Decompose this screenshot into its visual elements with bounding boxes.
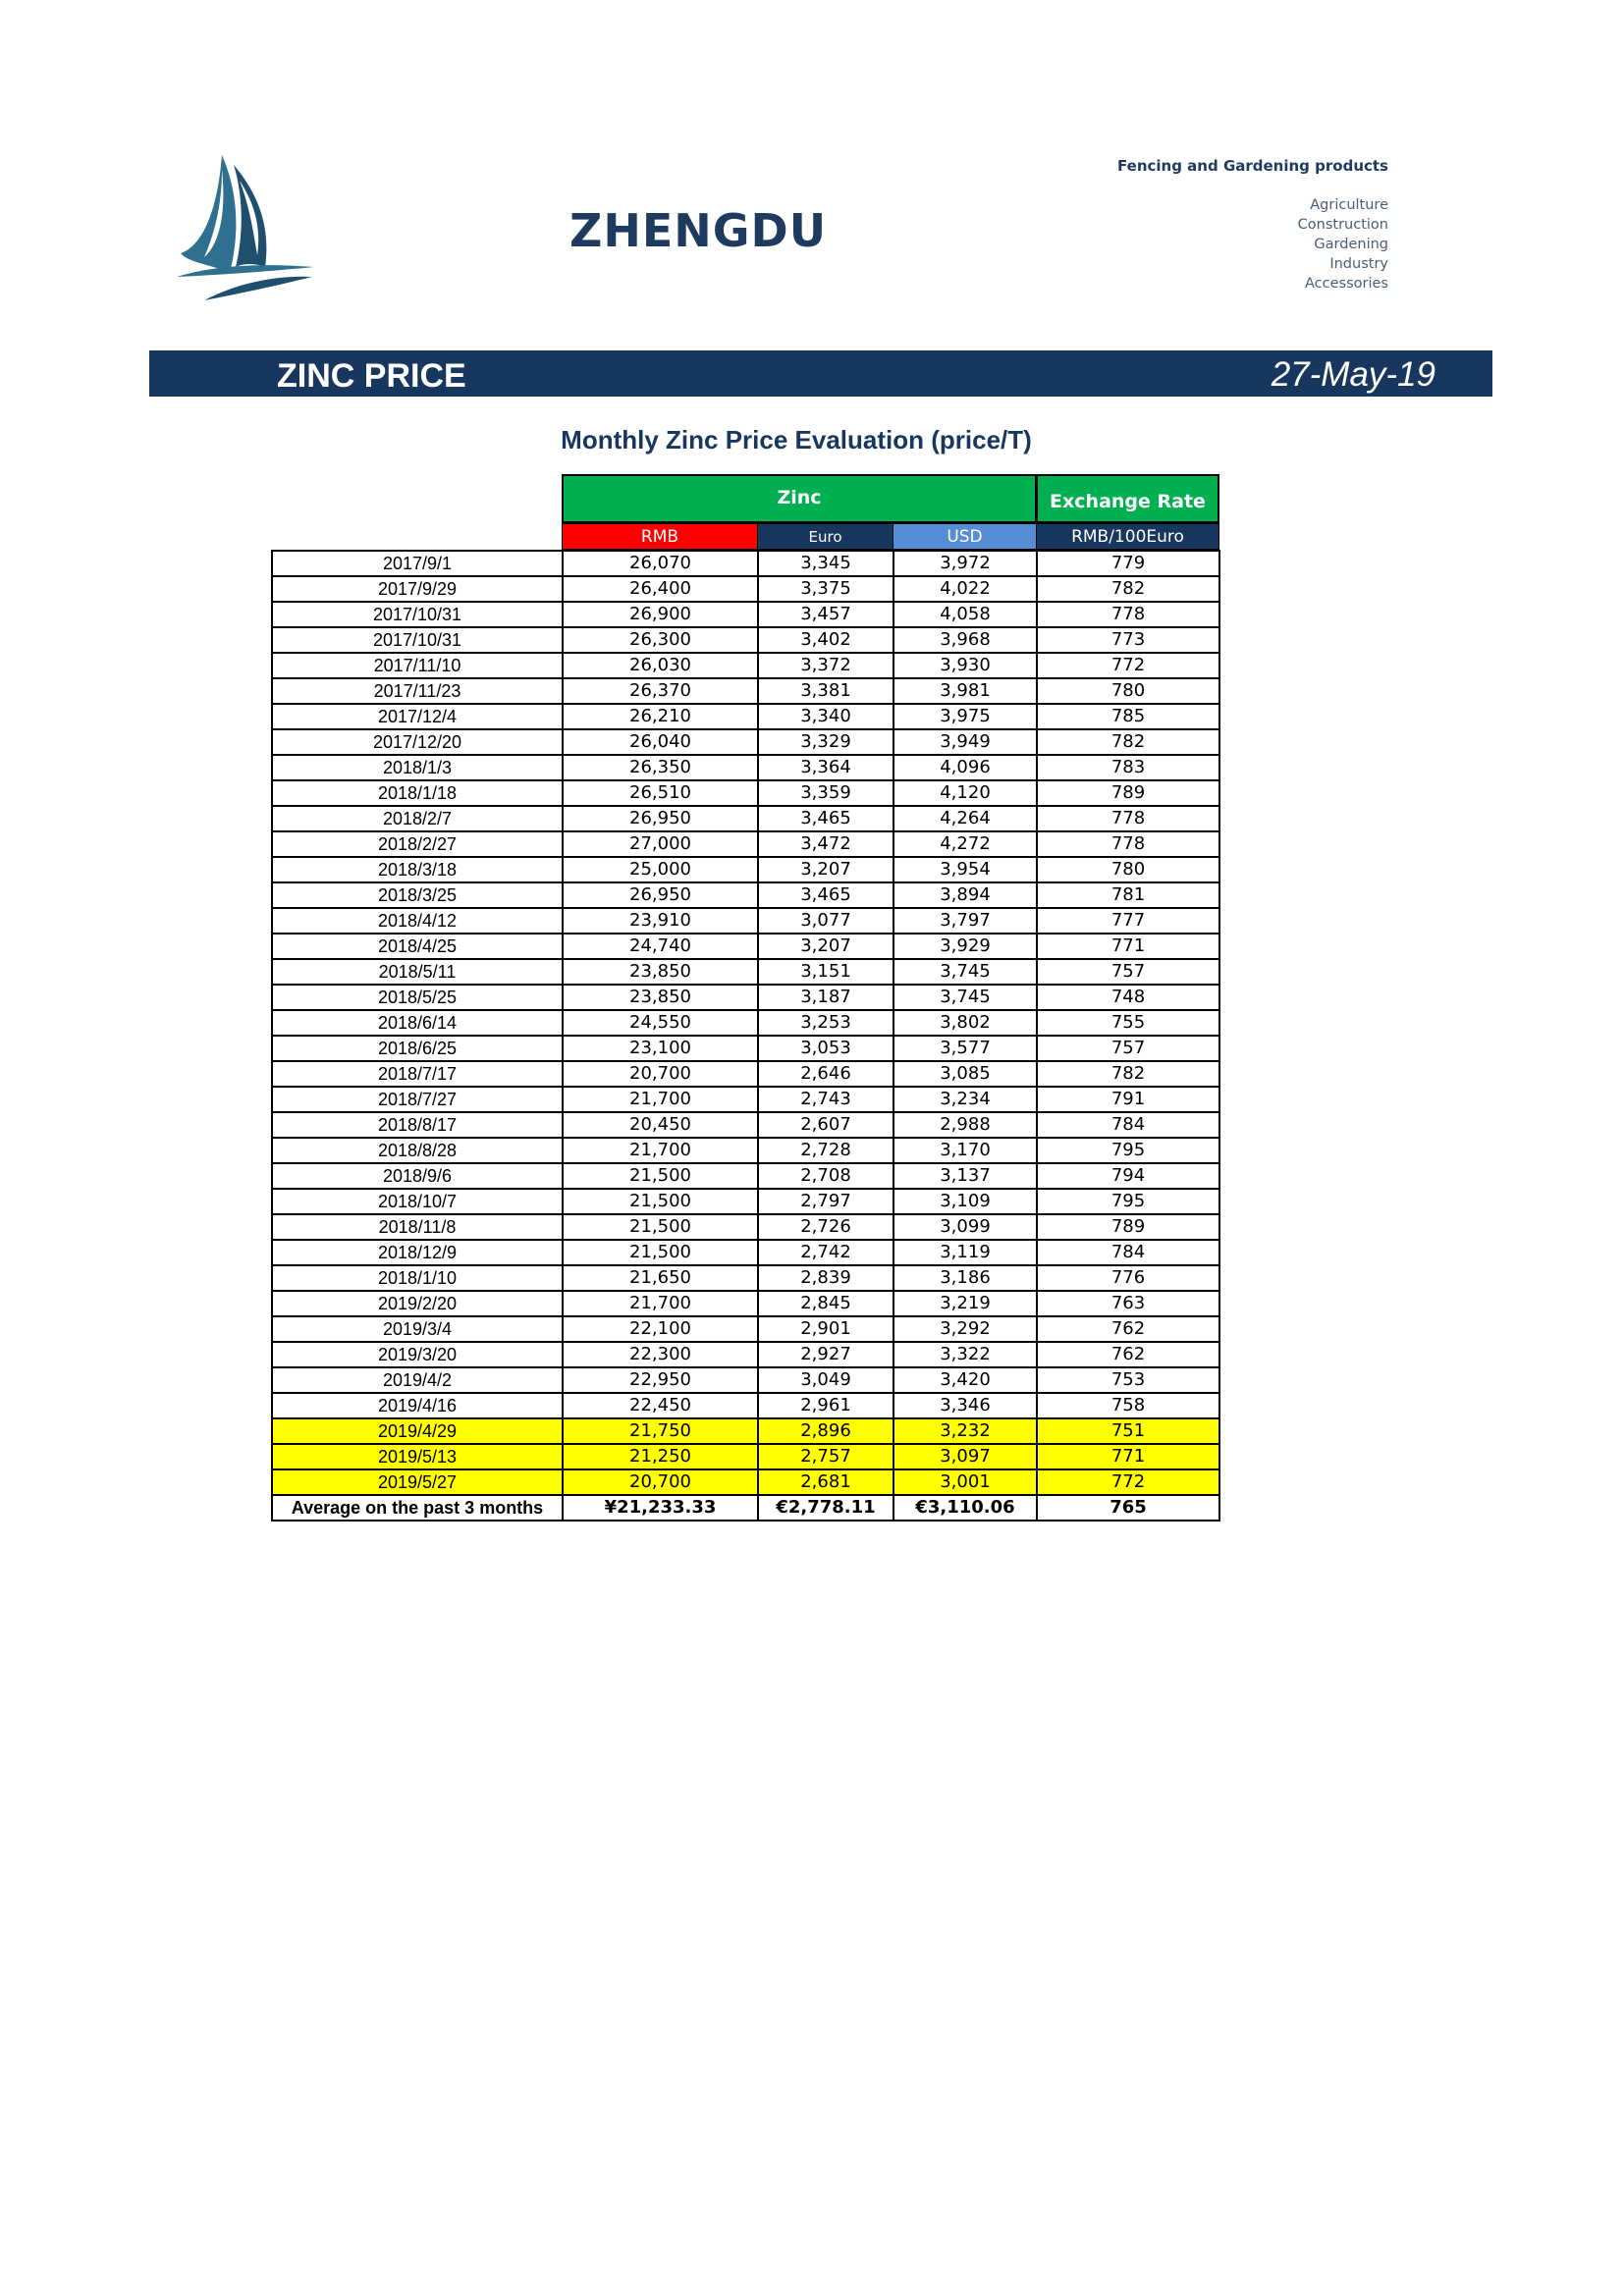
rmb-cell: 21,700 <box>563 1087 758 1112</box>
table-row <box>272 857 1219 882</box>
euro-cell: 2,896 <box>758 1418 893 1444</box>
rate-cell: 762 <box>1037 1342 1219 1367</box>
rmb-cell: 25,000 <box>563 857 758 882</box>
date-cell: 2018/1/3 <box>272 755 563 780</box>
usd-cell: 3,322 <box>893 1342 1037 1367</box>
date-cell: 2018/7/17 <box>272 1061 563 1087</box>
table-row <box>272 1036 1219 1061</box>
usd-cell: 3,954 <box>893 857 1037 882</box>
rmb-cell: 24,550 <box>563 1010 758 1036</box>
euro-cell: 3,381 <box>758 678 893 704</box>
date-cell: 2018/9/6 <box>272 1163 563 1189</box>
table-row <box>272 704 1219 729</box>
rate-cell: 751 <box>1037 1418 1219 1444</box>
average-rate-cell: 765 <box>1037 1495 1219 1521</box>
euro-cell: 3,077 <box>758 908 893 934</box>
usd-cell: 3,968 <box>893 627 1037 653</box>
date-cell: 2018/8/28 <box>272 1138 563 1163</box>
rate-cell: 784 <box>1037 1112 1219 1138</box>
zinc-price-table <box>271 550 1220 1522</box>
table-row <box>272 780 1219 806</box>
rmb-cell: 26,030 <box>563 653 758 678</box>
rate-cell: 795 <box>1037 1138 1219 1163</box>
usd-cell: 3,929 <box>893 934 1037 959</box>
usd-cell: 3,085 <box>893 1061 1037 1087</box>
usd-cell: 3,219 <box>893 1291 1037 1316</box>
usd-cell: 3,170 <box>893 1138 1037 1163</box>
rate-cell: 791 <box>1037 1087 1219 1112</box>
euro-cell: 2,742 <box>758 1240 893 1265</box>
category-item: Gardening <box>1314 237 1388 252</box>
euro-cell: 3,472 <box>758 831 893 857</box>
rate-cell: 780 <box>1037 857 1219 882</box>
table-row <box>272 602 1219 627</box>
rate-cell: 777 <box>1037 908 1219 934</box>
usd-cell: 4,022 <box>893 576 1037 602</box>
date-cell: 2019/4/2 <box>272 1367 563 1393</box>
euro-cell: 3,151 <box>758 959 893 985</box>
date-cell: 2018/4/25 <box>272 934 563 959</box>
euro-cell: 2,726 <box>758 1214 893 1240</box>
euro-cell: 2,681 <box>758 1469 893 1495</box>
table-row <box>272 627 1219 653</box>
rmb-cell: 26,900 <box>563 602 758 627</box>
rmb-cell: 20,700 <box>563 1061 758 1087</box>
table-row <box>272 985 1219 1010</box>
usd-cell: 3,099 <box>893 1214 1037 1240</box>
usd-cell: 3,109 <box>893 1189 1037 1214</box>
rate-cell: 757 <box>1037 959 1219 985</box>
euro-cell: 3,372 <box>758 653 893 678</box>
usd-cell: 3,292 <box>893 1316 1037 1342</box>
table-row <box>272 908 1219 934</box>
usd-cell: 3,894 <box>893 882 1037 908</box>
rmb-cell: 21,250 <box>563 1444 758 1469</box>
euro-cell: 2,728 <box>758 1138 893 1163</box>
euro-cell: 2,708 <box>758 1163 893 1189</box>
rmb-cell: 21,500 <box>563 1214 758 1240</box>
usd-cell: 3,802 <box>893 1010 1037 1036</box>
usd-cell: 3,949 <box>893 729 1037 755</box>
date-cell: 2019/5/27 <box>272 1469 563 1495</box>
euro-cell: 2,607 <box>758 1112 893 1138</box>
rate-cell: 789 <box>1037 1214 1219 1240</box>
usd-cell: 2,988 <box>893 1112 1037 1138</box>
usd-cell: 4,272 <box>893 831 1037 857</box>
average-rmb-cell: ¥21,233.33 <box>563 1495 758 1521</box>
rmb-cell: 24,740 <box>563 934 758 959</box>
rmb-cell: 20,700 <box>563 1469 758 1495</box>
rmb-cell: 27,000 <box>563 831 758 857</box>
table-title-text: Monthly Zinc Price Evaluation (price/T) <box>561 425 1032 454</box>
category-item: Agriculture <box>1310 197 1388 213</box>
rate-cell: 776 <box>1037 1265 1219 1291</box>
usd-cell: 3,097 <box>893 1444 1037 1469</box>
rate-cell: 771 <box>1037 1444 1219 1469</box>
usd-cell: 3,119 <box>893 1240 1037 1265</box>
usd-cell: 3,137 <box>893 1163 1037 1189</box>
date-cell: 2019/4/16 <box>272 1393 563 1418</box>
table-row <box>272 1316 1219 1342</box>
rate-cell: 789 <box>1037 780 1219 806</box>
rmb-cell: 22,450 <box>563 1393 758 1418</box>
usd-cell: 3,186 <box>893 1265 1037 1291</box>
euro-cell: 3,207 <box>758 934 893 959</box>
rate-cell: 779 <box>1037 551 1219 576</box>
euro-cell: 3,049 <box>758 1367 893 1393</box>
brand-name: ZHENGDU <box>569 204 828 257</box>
date-cell: 2019/3/20 <box>272 1342 563 1367</box>
usd-cell: 3,930 <box>893 653 1037 678</box>
date-cell: 2018/1/18 <box>272 780 563 806</box>
rate-cell: 757 <box>1037 1036 1219 1061</box>
euro-cell: 3,457 <box>758 602 893 627</box>
euro-cell: 3,345 <box>758 551 893 576</box>
euro-cell: 2,901 <box>758 1316 893 1342</box>
date-cell: 2018/5/25 <box>272 985 563 1010</box>
rate-cell: 758 <box>1037 1393 1219 1418</box>
table-row <box>272 1469 1219 1495</box>
banner-date: 27-May-19 <box>1271 355 1435 394</box>
date-cell: 2018/10/7 <box>272 1189 563 1214</box>
average-label-cell: Average on the past 3 months <box>272 1495 563 1521</box>
category-item: Accessories <box>1305 276 1388 292</box>
date-cell: 2017/12/4 <box>272 704 563 729</box>
exchange-rate-group-header: Exchange Rate <box>1036 474 1219 523</box>
rate-cell: 782 <box>1037 729 1219 755</box>
rmb-cell: 23,100 <box>563 1036 758 1061</box>
date-cell: 2018/6/25 <box>272 1036 563 1061</box>
table-row <box>272 1138 1219 1163</box>
euro-cell: 3,375 <box>758 576 893 602</box>
rmb-cell: 26,400 <box>563 576 758 602</box>
euro-cell: 3,402 <box>758 627 893 653</box>
rmb-cell: 26,070 <box>563 551 758 576</box>
category-list <box>1298 195 1388 294</box>
rmb-cell: 22,300 <box>563 1342 758 1367</box>
usd-cell: 3,745 <box>893 959 1037 985</box>
usd-cell: 3,981 <box>893 678 1037 704</box>
rate-cell: 778 <box>1037 806 1219 831</box>
table-row <box>272 1418 1219 1444</box>
rmb-cell: 23,850 <box>563 985 758 1010</box>
table-row <box>272 1367 1219 1393</box>
table-row <box>272 934 1219 959</box>
rate-cell: 778 <box>1037 602 1219 627</box>
rate-cell: 781 <box>1037 882 1219 908</box>
date-cell: 2017/11/10 <box>272 653 563 678</box>
date-cell: 2019/4/29 <box>272 1418 563 1444</box>
rate-cell: 755 <box>1037 1010 1219 1036</box>
euro-cell: 3,465 <box>758 806 893 831</box>
euro-cell: 2,961 <box>758 1393 893 1418</box>
date-cell: 2018/4/12 <box>272 908 563 934</box>
table-row <box>272 755 1219 780</box>
rmb-cell: 26,370 <box>563 678 758 704</box>
rmb-cell: 26,210 <box>563 704 758 729</box>
euro-cell: 3,364 <box>758 755 893 780</box>
euro-cell: 2,927 <box>758 1342 893 1367</box>
banner-title: ZINC PRICE <box>277 357 466 395</box>
rate-cell: 773 <box>1037 627 1219 653</box>
date-cell: 2019/3/4 <box>272 1316 563 1342</box>
table-row <box>272 1087 1219 1112</box>
table-row <box>272 1240 1219 1265</box>
rmb-cell: 26,950 <box>563 882 758 908</box>
table-row <box>272 1291 1219 1316</box>
rmb-per-100euro-column-header: RMB/100Euro <box>1036 523 1219 550</box>
usd-cell: 3,577 <box>893 1036 1037 1061</box>
date-cell: 2017/9/1 <box>272 551 563 576</box>
date-cell: 2018/1/10 <box>272 1265 563 1291</box>
table-row <box>272 729 1219 755</box>
usd-cell: 4,058 <box>893 602 1037 627</box>
rmb-cell: 26,350 <box>563 755 758 780</box>
table-row <box>272 1010 1219 1036</box>
euro-cell: 2,743 <box>758 1087 893 1112</box>
table-row <box>272 831 1219 857</box>
rate-cell: 753 <box>1037 1367 1219 1393</box>
rate-cell: 783 <box>1037 755 1219 780</box>
rmb-cell: 21,650 <box>563 1265 758 1291</box>
date-cell: 2017/11/23 <box>272 678 563 704</box>
euro-cell: 3,253 <box>758 1010 893 1036</box>
table-row <box>272 882 1219 908</box>
date-cell: 2018/3/25 <box>272 882 563 908</box>
rate-cell: 794 <box>1037 1163 1219 1189</box>
rmb-cell: 21,500 <box>563 1163 758 1189</box>
euro-cell: 3,465 <box>758 882 893 908</box>
tagline: Fencing and Gardening products <box>1117 157 1388 175</box>
usd-cell: 3,420 <box>893 1367 1037 1393</box>
euro-cell: 3,187 <box>758 985 893 1010</box>
average-row <box>272 1495 1219 1521</box>
date-cell: 2017/10/31 <box>272 627 563 653</box>
average-usd-cell: €3,110.06 <box>893 1495 1037 1521</box>
usd-cell: 4,096 <box>893 755 1037 780</box>
category-item: Industry <box>1329 256 1388 272</box>
usd-cell: 3,745 <box>893 985 1037 1010</box>
usd-cell: 3,234 <box>893 1087 1037 1112</box>
usd-cell: 3,232 <box>893 1418 1037 1444</box>
date-cell: 2019/2/20 <box>272 1291 563 1316</box>
date-cell: 2017/9/29 <box>272 576 563 602</box>
rmb-cell: 20,450 <box>563 1112 758 1138</box>
date-cell: 2018/2/27 <box>272 831 563 857</box>
rmb-cell: 22,950 <box>563 1367 758 1393</box>
date-cell: 2018/11/8 <box>272 1214 563 1240</box>
euro-cell: 2,797 <box>758 1189 893 1214</box>
euro-cell: 3,340 <box>758 704 893 729</box>
table-row <box>272 551 1219 576</box>
rmb-column-header: RMB <box>562 523 758 550</box>
rate-cell: 784 <box>1037 1240 1219 1265</box>
table-row <box>272 1265 1219 1291</box>
rmb-cell: 26,950 <box>563 806 758 831</box>
euro-cell: 2,757 <box>758 1444 893 1469</box>
zinc-group-header: Zinc <box>562 474 1037 523</box>
usd-column-header: USD <box>893 523 1037 550</box>
usd-cell: 3,975 <box>893 704 1037 729</box>
date-cell: 2019/5/13 <box>272 1444 563 1469</box>
rate-cell: 785 <box>1037 704 1219 729</box>
rmb-cell: 21,500 <box>563 1189 758 1214</box>
date-cell: 2018/3/18 <box>272 857 563 882</box>
date-cell: 2017/10/31 <box>272 602 563 627</box>
date-cell: 2018/6/14 <box>272 1010 563 1036</box>
table-row <box>272 1214 1219 1240</box>
euro-cell: 3,207 <box>758 857 893 882</box>
usd-cell: 3,001 <box>893 1469 1037 1495</box>
sailboat-logo-icon <box>175 147 317 309</box>
table-row <box>272 959 1219 985</box>
date-cell: 2018/8/17 <box>272 1112 563 1138</box>
rmb-cell: 23,910 <box>563 908 758 934</box>
usd-cell: 3,797 <box>893 908 1037 934</box>
usd-cell: 4,120 <box>893 780 1037 806</box>
rate-cell: 771 <box>1037 934 1219 959</box>
rate-cell: 772 <box>1037 1469 1219 1495</box>
rate-cell: 748 <box>1037 985 1219 1010</box>
rate-cell: 795 <box>1037 1189 1219 1214</box>
rmb-cell: 21,750 <box>563 1418 758 1444</box>
table-row <box>272 1061 1219 1087</box>
usd-cell: 3,972 <box>893 551 1037 576</box>
table-row <box>272 806 1219 831</box>
average-euro-cell: €2,778.11 <box>758 1495 893 1521</box>
rmb-cell: 22,100 <box>563 1316 758 1342</box>
rmb-cell: 26,300 <box>563 627 758 653</box>
usd-cell: 3,346 <box>893 1393 1037 1418</box>
rate-cell: 762 <box>1037 1316 1219 1342</box>
table-row <box>272 576 1219 602</box>
table-row <box>272 1189 1219 1214</box>
table-row <box>272 1444 1219 1469</box>
table-title <box>0 425 1624 455</box>
table-row <box>272 678 1219 704</box>
rmb-cell: 21,700 <box>563 1291 758 1316</box>
date-cell: 2018/2/7 <box>272 806 563 831</box>
rmb-cell: 21,700 <box>563 1138 758 1163</box>
table-row <box>272 1112 1219 1138</box>
title-banner <box>149 350 1492 397</box>
euro-cell: 3,359 <box>758 780 893 806</box>
date-cell: 2018/12/9 <box>272 1240 563 1265</box>
table-row <box>272 1163 1219 1189</box>
euro-cell: 2,845 <box>758 1291 893 1316</box>
euro-cell: 3,329 <box>758 729 893 755</box>
rate-cell: 763 <box>1037 1291 1219 1316</box>
euro-cell: 2,839 <box>758 1265 893 1291</box>
euro-cell: 2,646 <box>758 1061 893 1087</box>
rate-cell: 780 <box>1037 678 1219 704</box>
rmb-cell: 23,850 <box>563 959 758 985</box>
rmb-cell: 26,510 <box>563 780 758 806</box>
rate-cell: 772 <box>1037 653 1219 678</box>
usd-cell: 4,264 <box>893 806 1037 831</box>
euro-cell: 3,053 <box>758 1036 893 1061</box>
date-cell: 2018/7/27 <box>272 1087 563 1112</box>
rate-cell: 782 <box>1037 576 1219 602</box>
category-item: Construction <box>1297 217 1388 233</box>
rate-cell: 782 <box>1037 1061 1219 1087</box>
table-row <box>272 1342 1219 1367</box>
rmb-cell: 21,500 <box>563 1240 758 1265</box>
euro-column-header: Euro <box>757 523 893 550</box>
table-row <box>272 653 1219 678</box>
rate-cell: 778 <box>1037 831 1219 857</box>
table-row <box>272 1393 1219 1418</box>
date-cell: 2018/5/11 <box>272 959 563 985</box>
rmb-cell: 26,040 <box>563 729 758 755</box>
date-cell: 2017/12/20 <box>272 729 563 755</box>
